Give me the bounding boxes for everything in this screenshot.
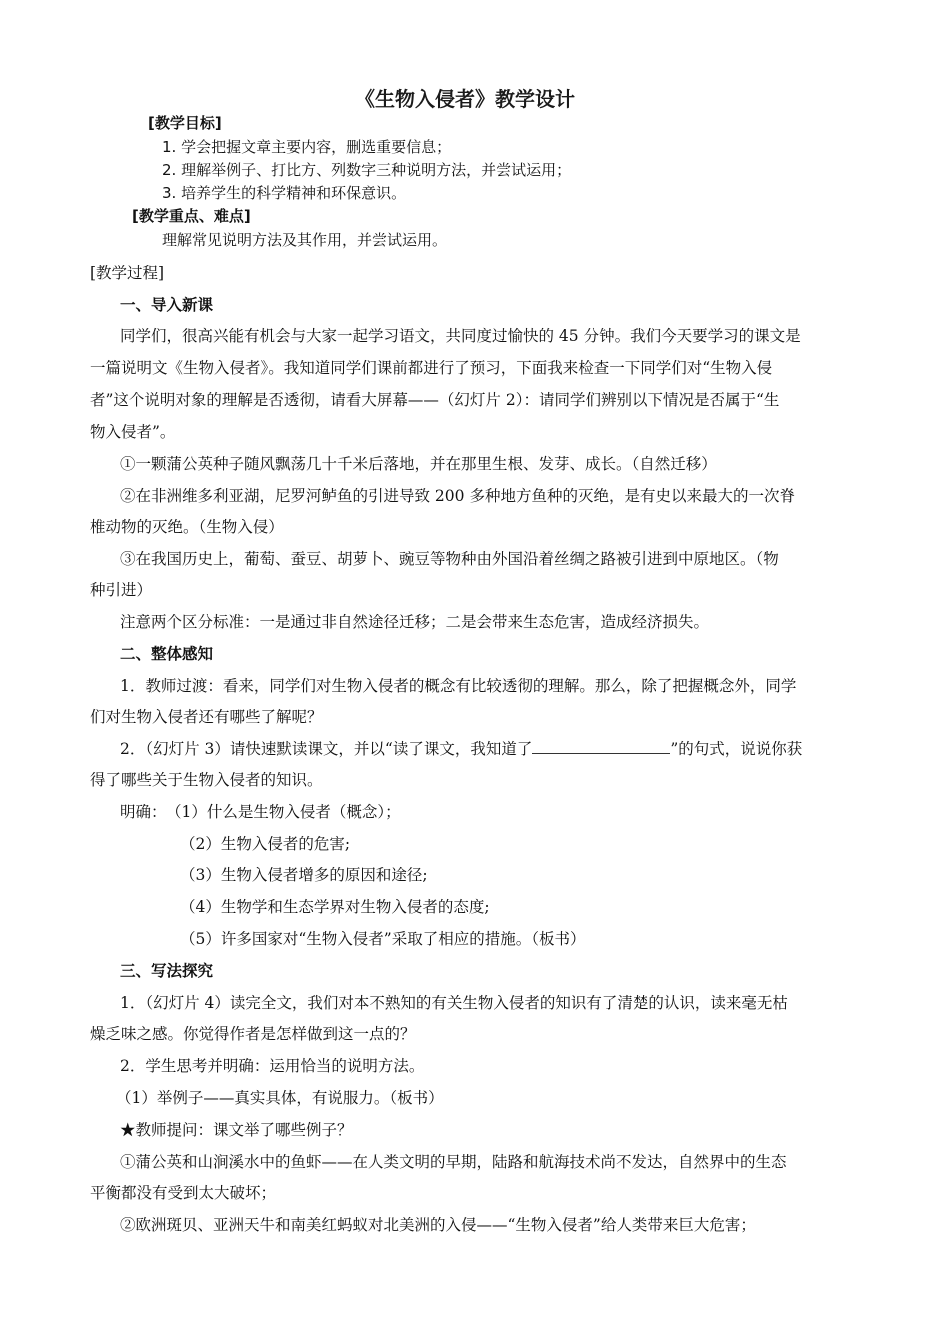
prompt-text: ”的句式，说说你获 (670, 740, 803, 758)
fill-blank (532, 739, 670, 754)
example-item: 平衡都没有受到太大破坏； (90, 1184, 277, 1202)
paragraph-line: 2．学生思考并明确：运用恰当的说明方法。 (120, 1057, 425, 1075)
section3-heading: 三、写法探究 (120, 961, 214, 980)
objectives-heading: [教学目标] (148, 114, 222, 132)
section2-heading: 二、整体感知 (120, 644, 214, 663)
example-item: ①蒲公英和山涧溪水中的鱼虾——在人类文明的早期，陆路和航海技术尚不发达，自然界中的生态 (120, 1153, 787, 1171)
case-item: ③在我国历史上，葡萄、蚕豆、胡萝卜、豌豆等物种由外国沿着丝绸之路被引进到中原地区。（物 (120, 550, 779, 568)
case-item: ②在非洲维多利亚湖，尼罗河鲈鱼的引进导致 200 多种地方鱼种的灭绝，是有史以来最大的一次脊 (120, 487, 795, 505)
clarify-item: （1）什么是生物入侵者（概念）； (166, 803, 401, 821)
clarify-item: （4）生物学和生态学界对生物入侵者的态度; (180, 898, 490, 916)
case-item: ①一颗蒲公英种子随风飘荡几十千米后落地，并在那里生根、发芽、成长。（自然迁移） (120, 455, 717, 473)
paragraph-line: 1．（幻灯片 4）读完全文，我们对本不熟知的有关生物入侵者的知识有了清楚的认识，读来毫无枯 (120, 994, 788, 1012)
paragraph-line: 物入侵者”。 (90, 423, 176, 441)
clarify-item: （3）生物入侵者增多的原因和途径; (180, 866, 428, 884)
key-points-heading: [教学重点、难点] (132, 207, 251, 225)
process-heading: [教学过程] (90, 264, 165, 282)
clarify-label: 明确： (120, 803, 167, 821)
clarify-item: （2）生物入侵者的危害; (180, 835, 351, 853)
example-item: ②欧洲斑贝、亚洲天牛和南美红蚂蚁对北美洲的入侵——“生物入侵者”给人类带来巨大危害； (120, 1216, 756, 1234)
paragraph-line: 同学们，很高兴能有机会与大家一起学习语文，共同度过愉快的 45 分钟。我们今天要学习的课文是 (120, 327, 801, 345)
distinction-note: 注意两个区分标准：一是通过非自然途径迁移；二是会带来生态危害，造成经济损失。 (120, 613, 710, 631)
key-points-text: 理解常见说明方法及其作用，并尝试运用。 (162, 231, 448, 249)
case-item: 种引进） (90, 581, 153, 599)
clarify-item: （5）许多国家对“生物入侵者”采取了相应的措施。（板书） (180, 930, 586, 948)
paragraph-line: 得了哪些关于生物入侵者的知识。 (90, 771, 323, 789)
objective-item: 2. 理解举例子、打比方、列数字三种说明方法，并尝试运用； (162, 161, 572, 179)
paragraph-line: 燥乏味之感。你觉得作者是怎样做到这一点的？ (90, 1025, 416, 1043)
teacher-question: ★教师提问：课文举了哪些例子？ (120, 1121, 353, 1139)
case-item: 椎动物的灭绝。（生物入侵） (90, 518, 284, 536)
objective-item: 3. 培养学生的科学精神和环保意识。 (162, 184, 407, 202)
paragraph-line: 一篇说明文《生物入侵者》。我知道同学们课前都进行了预习，下面我来检查一下同学们对“生物入侵 (90, 359, 773, 377)
method-item: （1）举例子——真实具体，有说服力。（板书） (116, 1089, 444, 1107)
document-title: 《生物入侵者》教学设计 (355, 87, 575, 111)
prompt-text: 2．（幻灯片 3）请快速默读课文，并以“读了课文，我知道了 (120, 740, 533, 758)
section1-heading: 一、导入新课 (120, 295, 214, 314)
paragraph-line: 们对生物入侵者还有哪些了解呢？ (90, 708, 323, 726)
fill-in-prompt (120, 738, 802, 760)
paragraph-line: 者”这个说明对象的理解是否透彻，请看大屏幕——（幻灯片 2）：请同学们辨别以下情况是否属于“生 (90, 391, 780, 409)
objective-item: 1. 学会把握文章主要内容，删选重要信息； (162, 138, 452, 156)
paragraph-line: 1．教师过渡：看来，同学们对生物入侵者的概念有比较透彻的理解。那么，除了把握概念外，同学 (120, 677, 797, 695)
